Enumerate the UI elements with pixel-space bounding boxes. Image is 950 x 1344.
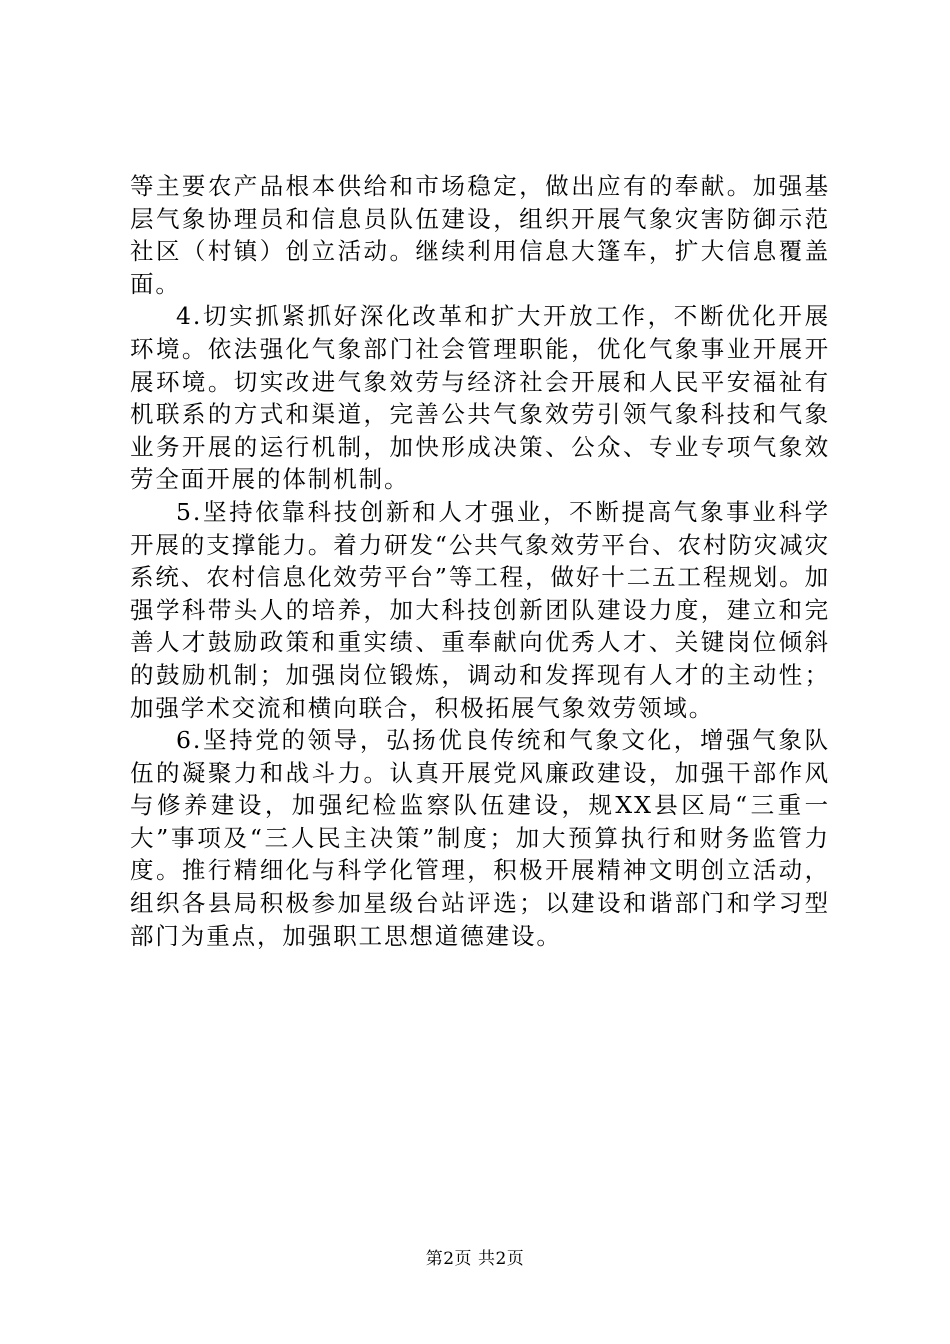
paragraph-continuation: 等主要农产品根本供给和市场稳定，做出应有的奉献。加强基层气象协理员和信息员队伍建设，组织开展气象灾害防御示范社区（村镇）创立活动。继续利用信息大篷车，扩大信息覆盖面。 bbox=[130, 172, 830, 298]
paragraph-item-5: 5.坚持依靠科技创新和人才强业，不断提高气象事业科学开展的支撑能力。着力研发“公共气象效劳平台、农村防灾减灾系统、农村信息化效劳平台”等工程，做好十二五工程规划。加强学科带头人的培养，加大科技创新团队建设力度，建立和完善人才鼓励政策和重实绩、重奉献向优秀人才、关键岗位倾斜的鼓励机制；加强岗位锻炼，调动和发挥现有人才的主动性；加强学术交流和横向联合，积极拓展气象效劳领域。 bbox=[130, 497, 830, 722]
page-number-footer: 第2页 共2页 bbox=[425, 1249, 525, 1269]
paragraph-item-6: 6.坚持党的领导，弘扬优良传统和气象文化，增强气象队伍的凝聚力和战斗力。认真开展党风廉政建设，加强干部作风与修养建设，加强纪检监察队伍建设，规XX县区局“三重一大”事项及“三人民主决策”制度；加大预算执行和财务监管力度。推行精细化与科学化管理，积极开展精神文明创立活动，组织各县局积极参加星级台站评选；以建设和谐部门和学习型部门为重点，加强职工思想道德建设。 bbox=[130, 726, 830, 950]
document-body bbox=[130, 170, 830, 952]
paragraph-item-4: 4.切实抓紧抓好深化改革和扩大开放工作，不断优化开展环境。依法强化气象部门社会管理职能，优化气象事业开展开展环境。切实改进气象效劳与经济社会开展和人民平安福祉有机联系的方式和渠道，完善公共气象效劳引领气象科技和气象业务开展的运行机制，加快形成决策、公众、专业专项气象效劳全面开展的体制机制。 bbox=[130, 302, 830, 494]
